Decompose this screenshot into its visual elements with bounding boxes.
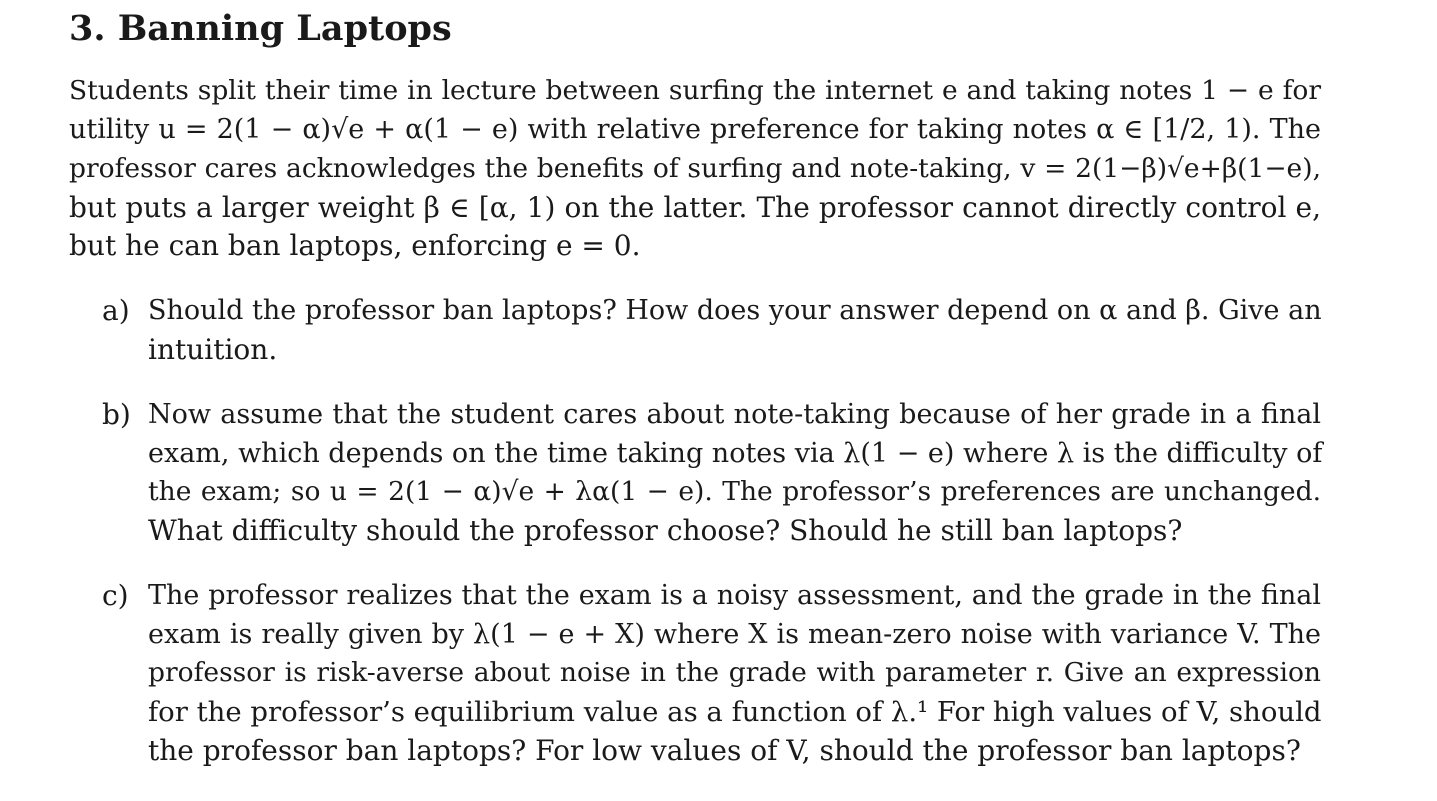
part-line: professor is risk-averse about noise in the grade with parameter r. Give an expression	[148, 657, 1321, 688]
part-label: c)	[102, 579, 129, 612]
part-line: Now assume that the student cares about note-taking because of her grade in a final	[148, 399, 1321, 430]
part-label: b)	[102, 398, 131, 431]
part-line: What difficulty should the professor choose? Should he still ban laptops?	[148, 514, 1183, 547]
part-line: exam, which depends on the time taking notes via λ(1 − e) where λ is the difficulty of	[148, 438, 1323, 469]
part-line: for the professor’s equilibrium value as a function of λ.¹ For high values of V, should	[148, 696, 1322, 728]
intro-line: professor cares acknowledges the benefits of surfing and note-taking, v = 2(1−β)√e+β(1−e),	[69, 153, 1321, 184]
part-line: The professor realizes that the exam is a noisy assessment, and the grade in the final	[148, 580, 1321, 611]
part-line: intuition.	[148, 333, 278, 366]
part-line: Should the professor ban laptops? How does your answer depend on α and β. Give an	[148, 295, 1322, 326]
part-line: exam is really given by λ(1 − e + X) where X is mean-zero noise with variance V. The	[148, 619, 1321, 650]
intro-line: but he can ban laptops, enforcing e = 0.	[69, 229, 641, 262]
intro-line: utility u = 2(1 − α)√e + α(1 − e) with relative preference for taking notes α ∈ [1/2, 1). The	[69, 114, 1321, 145]
intro-line: but puts a larger weight β ∈ [α, 1) on the latter. The professor cannot directly control e,	[69, 191, 1321, 224]
part-line: the professor ban laptops? For low values of V, should the professor ban laptops?	[148, 734, 1301, 767]
intro-line: Students split their time in lecture between surfing the internet e and taking notes 1 − e for	[69, 75, 1321, 106]
part-line: the exam; so u = 2(1 − α)√e + λα(1 − e). The professor’s preferences are unchanged.	[148, 476, 1321, 507]
problem-heading: 3. Banning Laptops	[69, 8, 452, 49]
part-label: a)	[102, 294, 130, 327]
